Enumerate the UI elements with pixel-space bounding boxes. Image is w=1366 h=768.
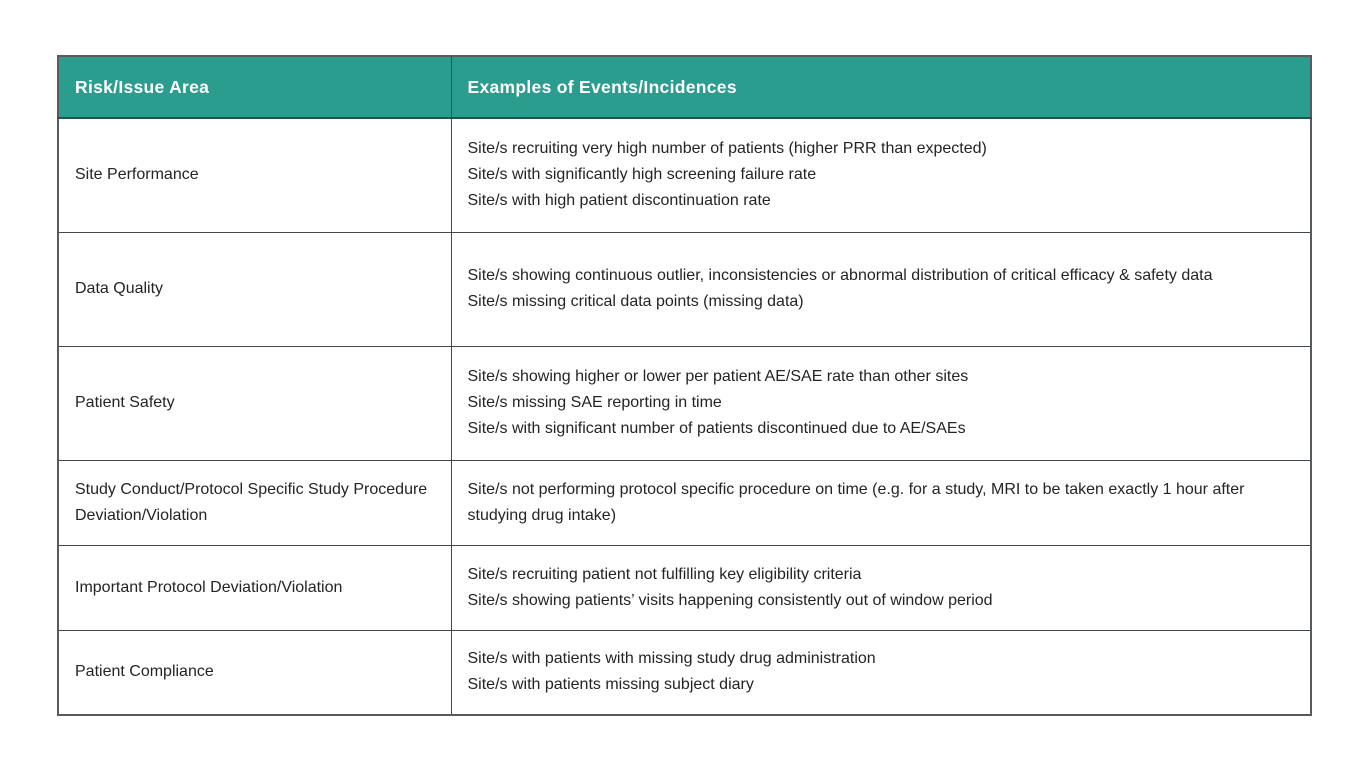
risk-area-cell: Important Protocol Deviation/Violation (58, 545, 451, 630)
example-line: Site/s missing SAE reporting in time (467, 394, 722, 411)
header-examples: Examples of Events/Incidences (451, 56, 1311, 118)
risk-issue-table (57, 55, 1312, 716)
example-line: Site/s showing higher or lower per patient AE/SAE rate than other sites (467, 368, 969, 385)
table-body (58, 118, 1311, 715)
examples-cell (451, 630, 1311, 715)
table-row (58, 118, 1311, 232)
example-line: Site/s with high patient discontinuation rate (467, 192, 771, 210)
examples-cell (451, 232, 1311, 346)
example-line: Site/s with significant number of patients discontinued due to AE/SAEs (467, 420, 966, 437)
example-line: Site/s with patients missing subject diary (467, 676, 754, 694)
risk-area-cell: Study Conduct/Protocol Specific Study Procedure Deviation/Violation (58, 460, 451, 545)
table-row (58, 346, 1311, 460)
example-line: Site/s not performing protocol specific procedure on time (e.g. for a study, MRI to be taken exactly 1 hour after studying drug intake) (467, 480, 1245, 524)
example-line: Site/s recruiting patient not fulfilling key eligibility criteria (467, 565, 862, 583)
header-risk-issue-area: Risk/Issue Area (58, 56, 451, 118)
example-line: Site/s showing patients’ visits happening consistently out of window period (467, 591, 993, 609)
table-header-row (58, 56, 1311, 118)
risk-area-cell: Patient Compliance (58, 630, 451, 715)
example-line: Site/s with significantly high screening failure rate (467, 166, 817, 184)
table-row (58, 630, 1311, 715)
table-row (58, 232, 1311, 346)
example-line: Site/s missing critical data points (missing data) (467, 293, 804, 310)
risk-issue-table-container (57, 55, 1310, 716)
risk-area-cell: Patient Safety (58, 346, 451, 460)
example-line: Site/s with patients with missing study drug administration (467, 650, 876, 668)
examples-cell (451, 118, 1311, 232)
table-row (58, 460, 1311, 545)
risk-area-cell: Site Performance (58, 118, 451, 232)
examples-cell (451, 346, 1311, 460)
example-line: Site/s showing continuous outlier, inconsistencies or abnormal distribution of critical efficacy & safety data (467, 267, 1213, 284)
examples-cell (451, 545, 1311, 630)
risk-area-cell: Data Quality (58, 232, 451, 346)
table-row (58, 545, 1311, 630)
examples-cell (451, 460, 1311, 545)
example-line: Site/s recruiting very high number of patients (higher PRR than expected) (467, 140, 987, 158)
